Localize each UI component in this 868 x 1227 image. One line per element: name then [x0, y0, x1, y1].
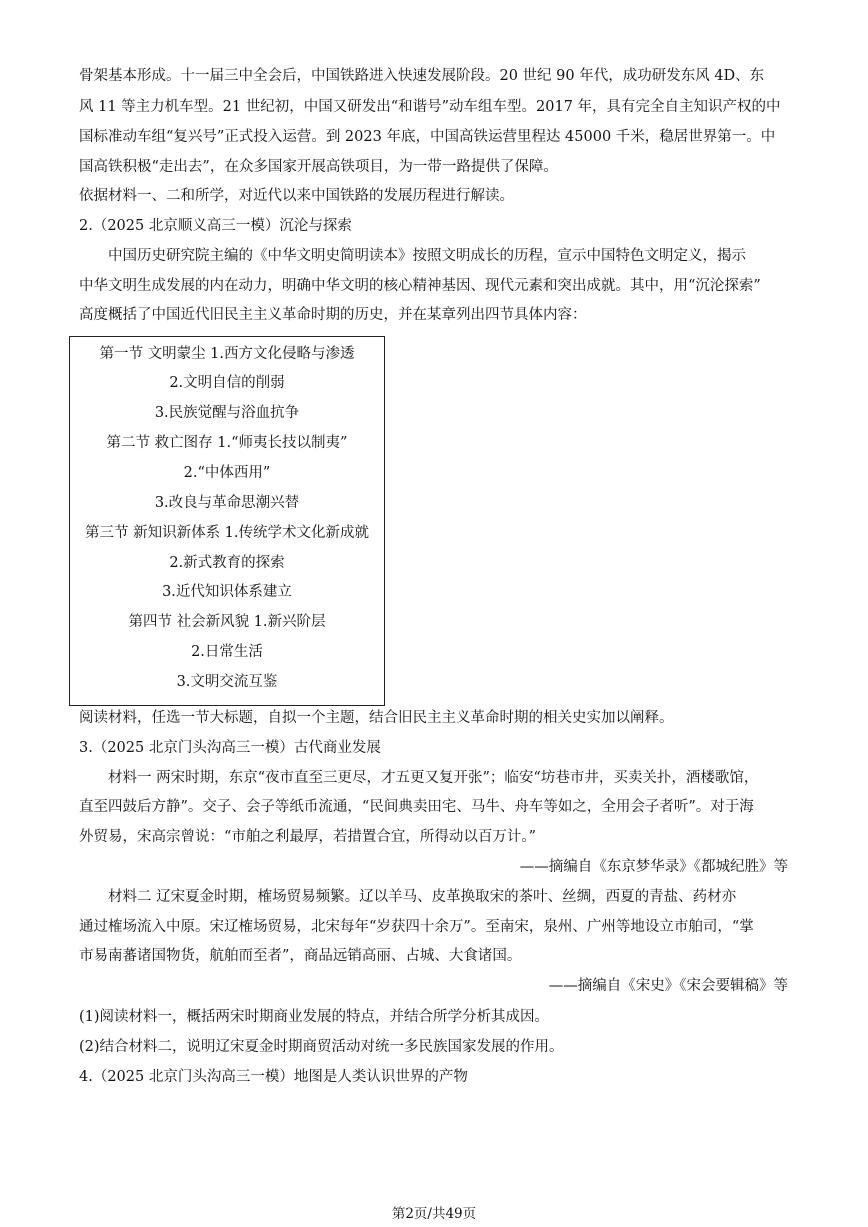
material-2-source: ——摘编自《宋史》《宋会要辑稿》等 [548, 978, 788, 994]
question-2-title: 2.（2025 北京顺义高三一模）沉沦与探索 [79, 218, 352, 234]
outline-row: 3.近代知识体系建立 [162, 584, 292, 600]
question-4-title: 4.（2025 北京门头沟高三一模）地图是人类认识世界的产物 [79, 1069, 468, 1085]
material-1-line-1: 材料一 两宋时期，东京“夜市直至三更尽，才五更又复开张”；临安“坊巷市井，买卖关扑，酒楼歌馆， [108, 770, 759, 786]
material-1-source: ——摘编自《东京梦华录》《都城纪胜》等 [519, 859, 788, 875]
outline-row: 第三节 新知识新体系 1.传统学术文化新成就 [84, 525, 370, 541]
question-2-prompt: 阅读材料，任选一节大标题，自拟一个主题，结合旧民主主义革命时期的相关史实加以阐释。 [79, 710, 674, 726]
material-1-line-2: 直至四鼓后方静”。交子、会子等纸币流通，“民间典卖田宅、马牛、舟车等如之，全用会子者听”。对于海 [79, 799, 754, 815]
outline-row: 2.日常生活 [191, 644, 263, 660]
outline-row: 第一节 文明蒙尘 1.西方文化侵略与渗透 [99, 346, 355, 362]
intro-line-3: 国标准动车组“复兴号”正式投入运营。到 2023 年底，中国高铁运营里程达 45000 千米，稳居世界第一。中 [79, 129, 776, 145]
question-3-sub-1: (1)阅读材料一，概括两宋时期商业发展的特点，并结合所学分析其成因。 [79, 1009, 550, 1025]
outline-row: 3.改良与革命思潮兴替 [154, 495, 300, 511]
chapter-outline-box [69, 336, 385, 706]
question-2-body-line-3: 高度概括了中国近代旧民主主义革命时期的历史，并在某章列出四节具体内容： [79, 307, 587, 323]
outline-row: 3.文明交流互鉴 [176, 674, 278, 690]
question-2-body-line-1: 中国历史研究院主编的《中华文明史简明读本》按照文明成长的历程，宣示中国特色文明定义，揭示 [108, 248, 746, 264]
intro-line-2: 风 11 等主力机车型。21 世纪初，中国又研发出“和谐号”动车组车型。2017 年，具有完全自主知识产权的中 [79, 99, 781, 115]
question-3-sub-2: (2)结合材料二，说明辽宋夏金时期商贸活动对统一多民族国家发展的作用。 [79, 1039, 564, 1055]
outline-row: 3.民族觉醒与浴血抗争 [154, 405, 300, 421]
intro-line-1: 骨架基本形成。十一届三中全会后，中国铁路进入快速发展阶段。20 世纪 90 年代，成功研发东风 4D、东 [79, 68, 765, 84]
outline-row: 2.新式教育的探索 [169, 555, 285, 571]
outline-row: 第四节 社会新风貌 1.新兴阶层 [128, 614, 326, 630]
outline-row: 第二节 救亡图存 1.“师夷长技以制夷” [106, 435, 348, 451]
material-2-line-2: 通过榷场流入中原。宋辽榷场贸易，北宋每年“岁获四十余万”。至南宋，泉州、广州等地设立市舶司，“掌 [79, 919, 754, 935]
material-2-line-3: 市易南蕃诸国物货，航舶而至者”，商品远销高丽、占城、大食诸国。 [79, 948, 522, 964]
outline-row: 2.文明自信的削弱 [169, 375, 285, 391]
material-2-line-1: 材料二 辽宋夏金时期，榷场贸易频繁。辽以羊马、皮革换取宋的茶叶、丝绸，西夏的青盐、药材亦 [108, 889, 737, 905]
material-1-line-3: 外贸易，宋高宗曾说：“市舶之利最厚，若措置合宜，所得动以百万计。” [79, 829, 537, 845]
page-footer: 第2页/共49页 [391, 1206, 477, 1222]
outline-row: 2.“中体西用” [183, 465, 271, 481]
intro-line-4: 国高铁积极“走出去”，在众多国家开展高铁项目，为一带一路提供了保障。 [79, 159, 558, 175]
question-1-prompt: 依据材料一、二和所学，对近代以来中国铁路的发展历程进行解读。 [79, 188, 514, 204]
question-3-title: 3.（2025 北京门头沟高三一模）古代商业发展 [79, 740, 381, 756]
question-2-body-line-2: 中华文明生成发展的内在动力，明确中华文明的核心精神基因、现代元素和突出成就。其中，用“沉沦探索” [79, 278, 761, 294]
